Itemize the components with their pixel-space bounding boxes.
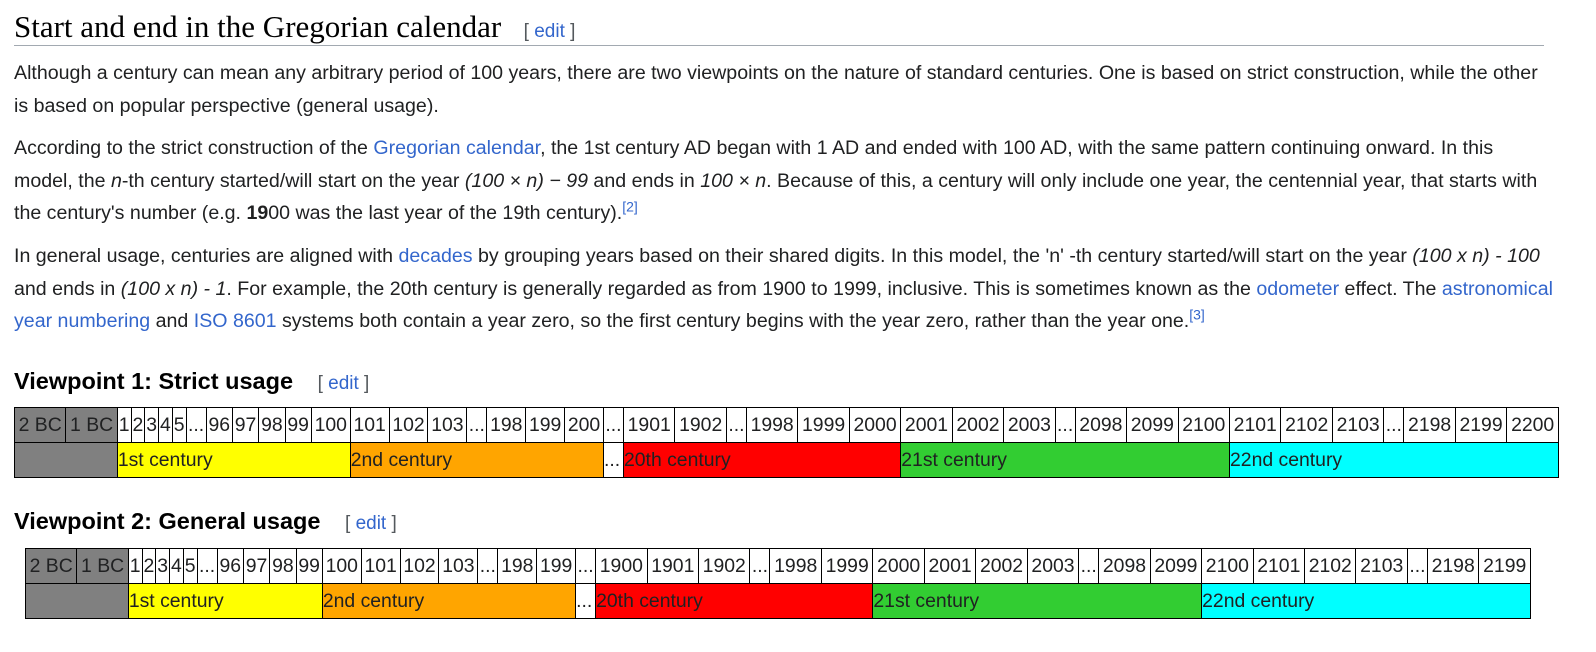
paragraph-intro: Although a century can mean any arbitrary period of 100 years, there are two viewpoints on the nature of standard centuries. One is based on strict construction, while the other is based on popular perspective (general usage). [14, 62, 1538, 117]
century-cell: 20th century [623, 443, 900, 478]
year-cell: 102 [389, 408, 428, 443]
year-cell: 2198 [1427, 549, 1478, 584]
century-cell: 22nd century [1202, 584, 1531, 619]
ellipsis-cell: ... [750, 549, 770, 584]
year-cell: 97 [243, 549, 269, 584]
year-cell: 2101 [1230, 408, 1281, 443]
odometer-link[interactable]: odometer [1256, 277, 1340, 300]
century-cell: 22nd century [1230, 443, 1559, 478]
year-cell: 5 [183, 549, 197, 584]
year-cell: 103 [439, 549, 478, 584]
year-cell: 99 [296, 549, 322, 584]
year-cell: 1 BC [66, 408, 117, 443]
year-cell: 1902 [675, 408, 726, 443]
ellipsis-cell: ... [467, 408, 487, 443]
year-cell: 200 [565, 408, 604, 443]
year-cell: 2103 [1332, 408, 1383, 443]
decades-link[interactable]: decades [398, 245, 473, 267]
century-cell: 21st century [873, 584, 1202, 619]
year-cell: 198 [487, 408, 526, 443]
viewpoint2-heading: Viewpoint 2: General usage [ edit ] [14, 508, 397, 534]
year-cell: 2003 [1027, 549, 1078, 584]
year-cell: 1999 [821, 549, 872, 584]
year-cell: 2198 [1404, 408, 1455, 443]
year-cell: 1901 [623, 408, 674, 443]
year-cell: 2 [131, 408, 145, 443]
century-cell: 20th century [596, 584, 873, 619]
year-cell: 2099 [1127, 408, 1178, 443]
year-cell: 2002 [952, 408, 1003, 443]
paragraph-strict: According to the strict construction of the Gregorian calendar, the 1st century AD began with 1 AD and ended with 100 AD, with the same pattern continuing onward. In this model, the n-th century started/will start on the year (100 × n) − 99 and ends in 100 × n. Because of this, a century will only include one year, the centennial year, that starts with the century's number (e.g. 1900 was the last year of the 19th century).[2] [14, 137, 1538, 224]
ellipsis-cell: ... [1407, 549, 1427, 584]
viewpoint2-century-table [25, 548, 1531, 619]
century-cell: 2nd century [350, 443, 603, 478]
ellipsis-cell: ... [1055, 408, 1075, 443]
year-cell: 1901 [647, 549, 698, 584]
ellipsis-cell: ... [576, 549, 596, 584]
year-cell: 2001 [901, 408, 952, 443]
ellipsis-cell: ... [576, 584, 596, 619]
year-cell: 2000 [873, 549, 924, 584]
edit-link[interactable]: edit [534, 21, 565, 42]
year-cell: 97 [232, 408, 258, 443]
year-cell: 2 [142, 549, 156, 584]
year-cell: 1 [117, 408, 131, 443]
viewpoint2-edit-link[interactable]: edit [355, 513, 387, 534]
year-cell: 101 [350, 408, 389, 443]
year-cell: 1998 [770, 549, 821, 584]
year-cell: 2200 [1507, 408, 1559, 443]
century-cell: 1st century [117, 443, 350, 478]
year-cell: 2099 [1150, 549, 1201, 584]
year-cell: 5 [172, 408, 186, 443]
year-cell: 2101 [1253, 549, 1304, 584]
ellipsis-cell: ... [197, 549, 217, 584]
section-heading [14, 8, 1544, 46]
year-cell: 1902 [699, 549, 750, 584]
year-cell: 2098 [1099, 549, 1150, 584]
year-cell: 98 [270, 549, 296, 584]
ellipsis-cell: ... [1079, 549, 1099, 584]
century-cell: 2nd century [322, 584, 575, 619]
ellipsis-cell: ... [186, 408, 206, 443]
viewpoint1-century-table [14, 407, 1559, 478]
edit-section: [ edit ] [523, 21, 576, 42]
ellipsis-cell: ... [603, 443, 623, 478]
year-cell: 96 [206, 408, 232, 443]
century-cell: 21st century [901, 443, 1230, 478]
year-cell: 96 [217, 549, 243, 584]
year-cell: 1 BC [77, 549, 128, 584]
year-cell: 1900 [596, 549, 647, 584]
year-cell: 3 [145, 408, 159, 443]
year-cell: 100 [322, 549, 361, 584]
year-cell: 2102 [1281, 408, 1332, 443]
year-cell: 199 [537, 549, 576, 584]
year-cell: 2098 [1075, 408, 1126, 443]
year-cell: 2003 [1004, 408, 1055, 443]
year-cell: 102 [400, 549, 439, 584]
viewpoint1-edit-section: [ edit ] [317, 373, 370, 394]
year-cell: 2102 [1305, 549, 1356, 584]
viewpoint1-heading: Viewpoint 1: Strict usage [ edit ] [14, 368, 370, 394]
year-cell: 2103 [1356, 549, 1407, 584]
year-row [26, 549, 1531, 584]
ellipsis-cell: ... [726, 408, 746, 443]
year-cell: 2002 [976, 549, 1027, 584]
bc-filler-cell [26, 584, 129, 619]
ellipsis-cell: ... [1384, 408, 1404, 443]
year-cell: 2 BC [15, 408, 66, 443]
century-cell: 1st century [128, 584, 322, 619]
year-cell: 1999 [798, 408, 849, 443]
year-cell: 2001 [924, 549, 975, 584]
year-cell: 199 [526, 408, 565, 443]
year-cell: 2199 [1455, 408, 1506, 443]
ellipsis-cell: ... [603, 408, 623, 443]
year-row [15, 408, 1559, 443]
iso-8601-link[interactable]: ISO 8601 [193, 310, 277, 332]
year-cell: 4 [170, 549, 184, 584]
year-cell: 2 BC [26, 549, 77, 584]
reference-2-link[interactable]: [2] [622, 198, 638, 215]
reference-3-link[interactable]: [3] [1189, 306, 1205, 323]
year-cell: 4 [159, 408, 173, 443]
year-cell: 1 [128, 549, 142, 584]
year-cell: 2100 [1178, 408, 1229, 443]
gregorian-calendar-link[interactable]: Gregorian calendar [373, 137, 541, 159]
century-row [26, 584, 1531, 619]
paragraph-general: In general usage, centuries are aligned with decades by grouping years based on their shared digits. In this model, the 'n' -th century started/will start on the year (100 x n) - 100 and ends in (100 x n) - 1. For example, the 20th century is generally regarded as from 1900 to 1999, inclusive. This is sometimes known as the odometer effect. The astronomical year numbering and ISO 8601 systems both contain a year zero, so the first century begins with the year zero, rather than the year one.[3] [14, 245, 1553, 332]
year-cell: 100 [311, 408, 350, 443]
ellipsis-cell: ... [478, 549, 498, 584]
year-cell: 198 [498, 549, 537, 584]
year-cell: 1998 [746, 408, 797, 443]
century-row [15, 443, 1559, 478]
year-cell: 2100 [1202, 549, 1253, 584]
year-cell: 3 [156, 549, 170, 584]
section-title: Start and end in the Gregorian calendar [14, 9, 502, 44]
year-cell: 101 [361, 549, 400, 584]
year-cell: 99 [285, 408, 311, 443]
year-cell: 2000 [849, 408, 900, 443]
viewpoint1-edit-link[interactable]: edit [328, 373, 359, 394]
bc-filler-cell [15, 443, 118, 478]
year-cell: 103 [428, 408, 467, 443]
viewpoint2-edit-section: [ edit ] [345, 513, 397, 534]
astronomical-year-numbering-link[interactable]: astronomical year numbering [14, 277, 1553, 332]
year-cell: 98 [259, 408, 285, 443]
year-cell: 2199 [1479, 549, 1531, 584]
